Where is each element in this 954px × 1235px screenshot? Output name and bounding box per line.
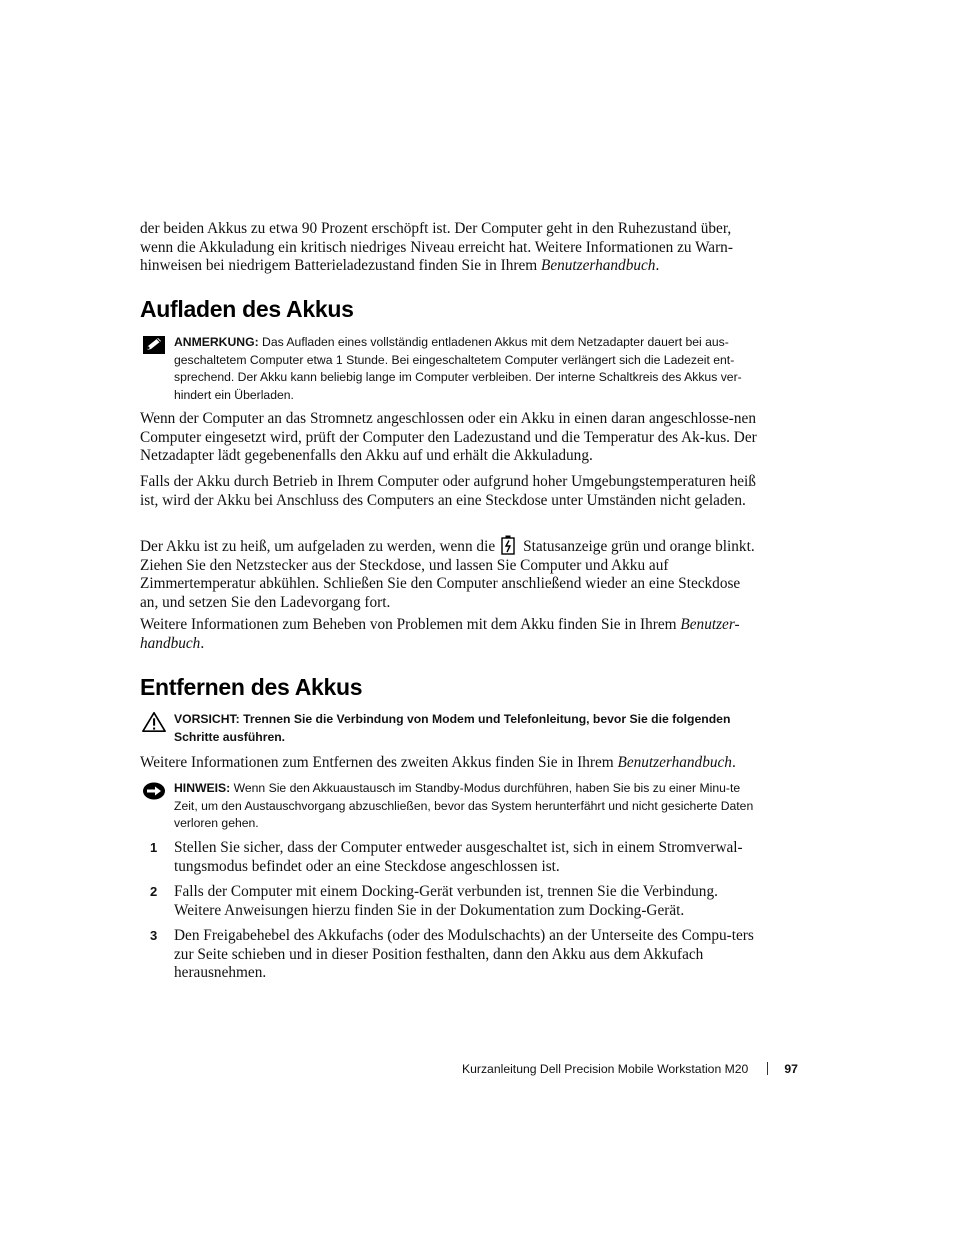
footer-title: Kurzanleitung Dell Precision Mobile Workstation M20 xyxy=(462,1062,749,1076)
note-label: ANMERKUNG: xyxy=(174,335,259,349)
step-number: 2 xyxy=(150,884,158,899)
caution-label: VORSICHT: xyxy=(174,712,240,726)
paragraph-charging-3: Der Akku ist zu heiß, um aufgeladen zu werden, wenn die Statusanzeige grün und orange blinkt. Ziehen Sie den Netzstecker aus der Steckdose, und lassen Sie Computer und Akku auf Zimmertemperatur abkühlen. Schließen Sie den Computer anschließend wieder an eine Steckdose an, und setzen Sie den Ladevorgang fort. xyxy=(140,535,758,612)
step-text: Den Freigabehebel des Akkufachs (oder des Modulschachts) an der Unterseite des Compu-ters zur Seite schieben und in dieser Position festhalten, dann den Akku aus dem Akkufach herausnehmen. xyxy=(174,927,754,982)
notice-label: HINWEIS: xyxy=(174,781,231,795)
note-text: Das Aufladen eines vollständig entladenen Akkus mit dem Netzadapter dauert bei aus-geschaltetem Computer etwa 1 Stunde. Bei eingeschaltetem Computer verlängert sich die Ladezeit ent-sprechend. Der Akku kann beliebig lange im Computer verbleiben. Der interne Schaltkreis des Akkus ver-hindert ein Überladen. xyxy=(174,335,742,402)
footer-divider xyxy=(767,1062,768,1075)
paragraph-charging-4: Weitere Informationen zum Beheben von Problemen mit dem Akku finden Sie in Ihrem Benutzer-handbuch. xyxy=(140,616,740,652)
intro-paragraph: der beiden Akkus zu etwa 90 Prozent erschöpft ist. Der Computer geht in den Ruhezustand über, wenn die Akkuladung ein kritisch niedriges Niveau erreicht hat. Weitere Informationen zu Warn-hinweisen bei niedrigem Batterieladezustand finden Sie in Ihrem Benutzerhandbuch. xyxy=(140,220,733,275)
pencil-note-icon xyxy=(142,334,166,356)
paragraph-charging-2: Falls der Akku durch Betrieb in Ihrem Computer oder aufgrund hoher Umgebungstemperaturen heiß ist, wird der Akku bei Anschluss des Computers an eine Steckdose unter Umständen nicht geladen. xyxy=(140,473,756,509)
list-item xyxy=(140,883,758,920)
heading-removing: Entfernen des Akkus xyxy=(140,674,363,700)
heading-charging: Aufladen des Akkus xyxy=(140,296,354,322)
paragraph-removing-1: Weitere Informationen zum Entfernen des zweiten Akkus finden Sie in Ihrem Benutzerhandbuch. xyxy=(140,754,736,771)
caution-text: Trennen Sie die Verbindung von Modem und Telefonleitung, bevor Sie die folgenden Schritte ausführen. xyxy=(174,712,731,744)
notice-text: Wenn Sie den Akkuaustausch im Standby-Modus durchführen, haben Sie bis zu einer Minu-te Zeit, um den Austauschvorgang abzuschließen, bevor das System herunterfährt und nicht gesicherte Daten verloren gehen. xyxy=(174,781,754,831)
note-charging xyxy=(140,334,760,404)
list-item xyxy=(140,839,758,876)
caution-removing xyxy=(140,711,760,746)
battery-status-icon xyxy=(501,535,515,555)
notice-arrow-icon xyxy=(142,780,166,802)
warning-triangle-icon xyxy=(142,711,166,733)
page-footer xyxy=(462,1062,798,1076)
step-text: Falls der Computer mit einem Docking-Gerät verbunden ist, trennen Sie die Verbindung. Weitere Anweisungen hierzu finden Sie in der Dokumentation zum Docking-Gerät. xyxy=(174,883,718,919)
notice-removing xyxy=(140,780,760,833)
page-number: 97 xyxy=(784,1062,798,1076)
step-number: 3 xyxy=(150,928,158,943)
step-number: 1 xyxy=(150,840,158,855)
paragraph-charging-1: Wenn der Computer an das Stromnetz angeschlossen oder ein Akku in einen daran angeschlosse-nen Computer eingesetzt wird, prüft der Computer den Ladezustand und die Temperatur des Ak-kus. Der Netzadapter lädt gegebenenfalls den Akku auf und erhält die Akkuladung. xyxy=(140,410,757,465)
list-item xyxy=(140,927,758,983)
step-text: Stellen Sie sicher, dass der Computer entweder ausgeschaltet ist, sich in einem Stromverwal-tungsmodus befindet oder an eine Steckdose angeschlossen ist. xyxy=(174,839,743,875)
